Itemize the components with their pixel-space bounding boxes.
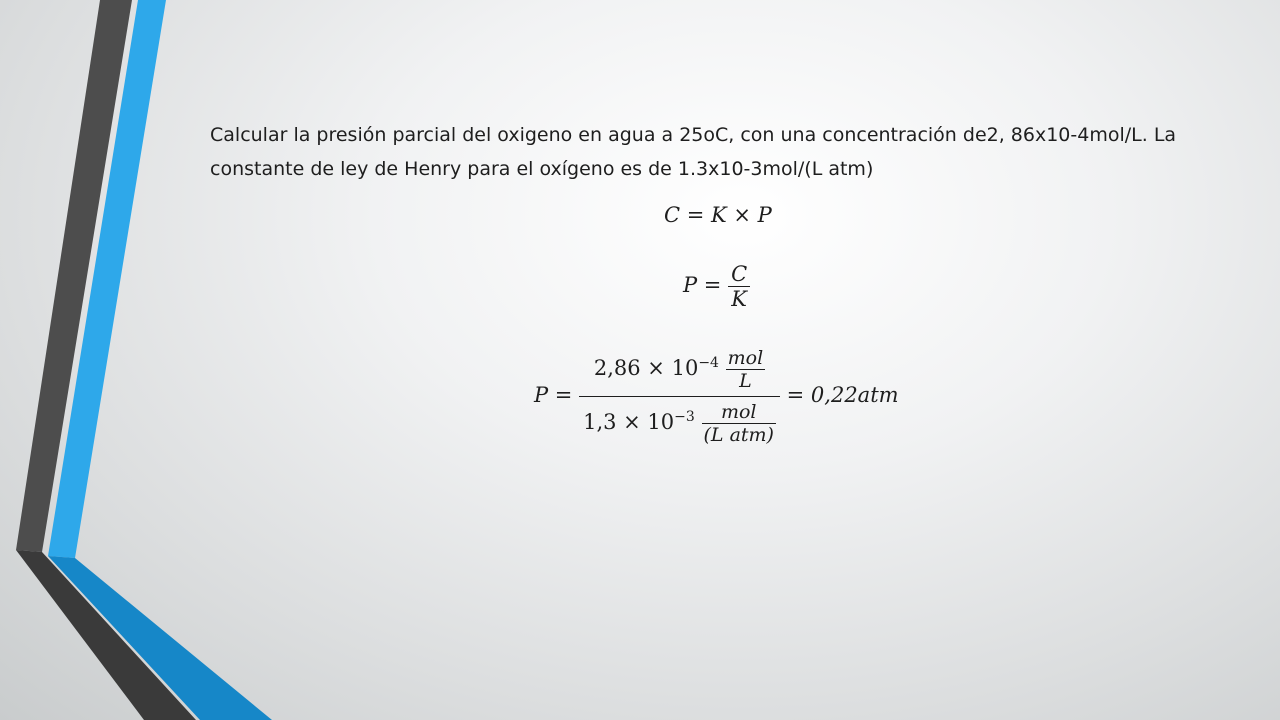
- eq3-main-fraction: [579, 343, 780, 450]
- eq3-den-exponent: −3: [674, 409, 695, 425]
- eq3-den-value: 1,3 × 10: [583, 410, 675, 434]
- eq2-fraction: [728, 262, 750, 311]
- eq2-lhs: P =: [683, 273, 722, 297]
- eq3-num-exponent: −4: [698, 355, 719, 371]
- equation-substitution: [534, 343, 899, 450]
- problem-statement: Calcular la presión parcial del oxigeno en agua a 25oC, con una concentración de2, 86x10-4mol/L. La constante de ley de Henry para el oxígeno es de 1.3x10-3mol/(L atm): [210, 124, 1177, 180]
- eq3-num-unit-top: mol: [727, 347, 764, 369]
- eq3-result: = 0,22atm: [786, 383, 899, 407]
- eq3-num-unit-bottom: L: [739, 370, 752, 392]
- equation-solve-p: [683, 262, 750, 311]
- eq3-numerator: [579, 343, 780, 397]
- dark-diagonal-stripe: [16, 550, 196, 720]
- eq2-numerator: C: [728, 262, 750, 287]
- eq3-den-unit: [702, 401, 776, 446]
- equation-henry-law: C = K × P: [664, 203, 772, 227]
- eq3-lhs: P =: [534, 383, 573, 407]
- eq3-num-unit: [726, 347, 766, 392]
- eq3-den-unit-bottom: (L atm): [703, 424, 774, 446]
- eq3-den-unit-top: mol: [702, 401, 776, 424]
- eq3-num-value: 2,86 × 10: [593, 356, 699, 380]
- eq3-denominator: [579, 397, 780, 450]
- eq2-denominator: K: [731, 287, 747, 311]
